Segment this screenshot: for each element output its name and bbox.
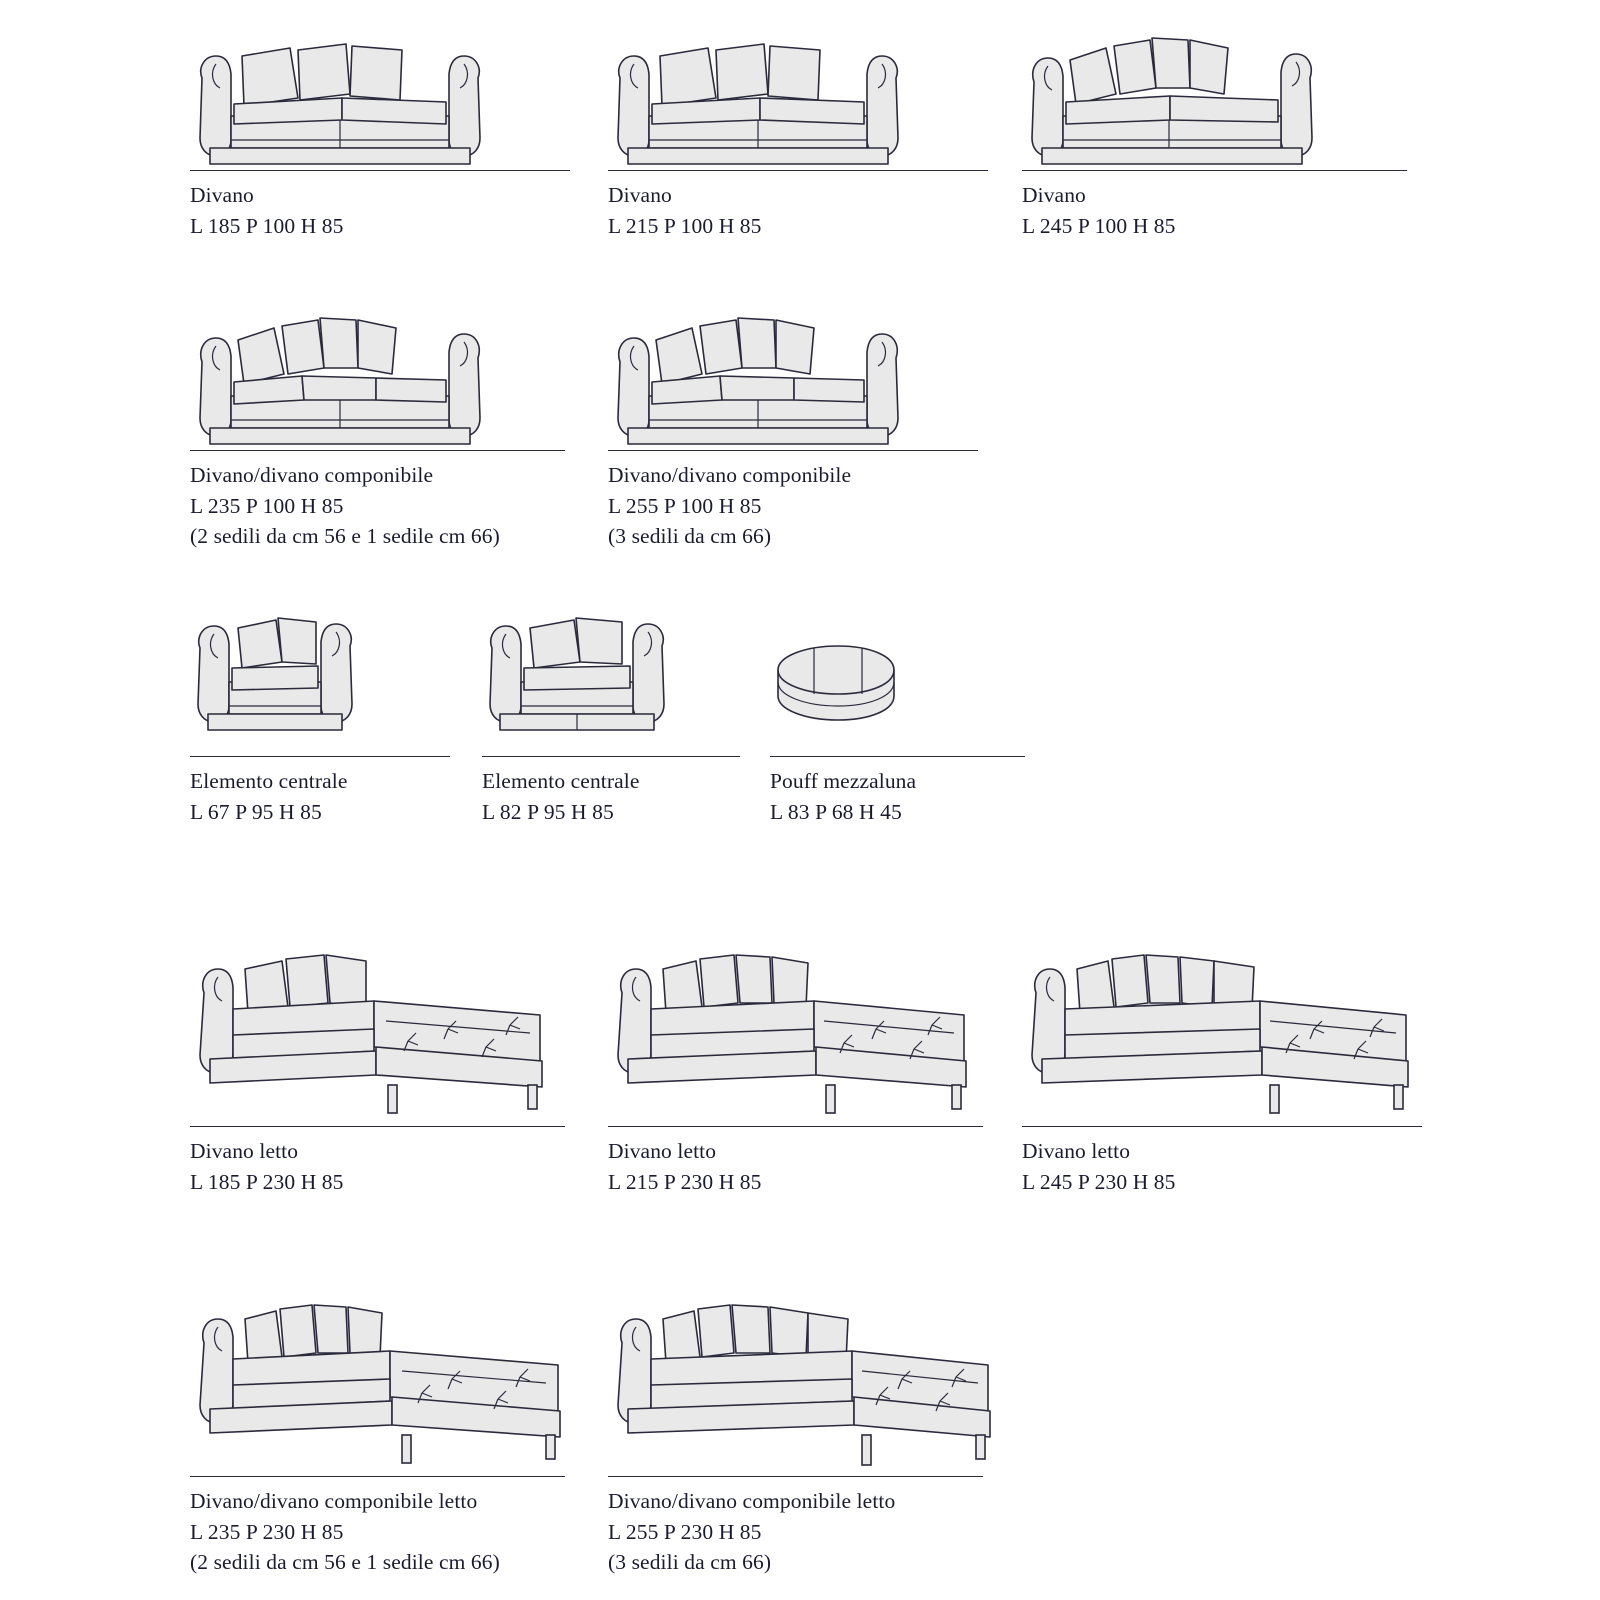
product-title: Elemento centrale [190, 769, 348, 793]
divider [608, 170, 988, 171]
product-dims: L 185 P 100 H 85 [190, 213, 344, 238]
divider [190, 1126, 565, 1127]
divider [190, 756, 450, 757]
sofa-3-seat-icon [608, 20, 908, 170]
sofa-bed-icon [608, 935, 983, 1120]
sofa-3-seat-wide-icon [1022, 20, 1322, 170]
product-dims: L 67 P 95 H 85 [190, 799, 322, 824]
caption [190, 766, 450, 827]
divider [608, 450, 978, 451]
product-title: Divano letto [190, 1139, 299, 1163]
caption [1022, 1136, 1422, 1197]
product-item [190, 1285, 575, 1578]
armchair-element-wide-icon [482, 608, 672, 738]
product-item [608, 1285, 993, 1578]
caption [482, 766, 742, 827]
product-title: Divano/divano componibile letto [190, 1489, 478, 1513]
product-dims: L 215 P 230 H 85 [608, 1169, 762, 1194]
caption [190, 1136, 575, 1197]
divider [770, 756, 1025, 757]
sofa-bed-wide-icon [1022, 935, 1422, 1120]
product-note: (3 sedili da cm 66) [608, 524, 772, 549]
product-title: Divano/divano componibile letto [608, 1489, 896, 1513]
product-item [608, 935, 993, 1197]
product-dims: L 185 P 230 H 85 [190, 1169, 344, 1194]
product-item [482, 608, 742, 827]
pouff-halfmoon-icon [770, 608, 930, 738]
sofa-3-seat-icon [190, 20, 490, 170]
product-note: (2 sedili da cm 56 e 1 sedile cm 66) [190, 1550, 500, 1575]
sofa-4-cushion-icon [190, 300, 490, 450]
caption [608, 180, 993, 241]
product-dims: L 215 P 100 H 85 [608, 213, 762, 238]
sofa-bed-4-cushion-icon [190, 1285, 580, 1470]
product-item [608, 20, 993, 241]
product-item [608, 300, 993, 552]
divider [190, 1476, 565, 1477]
divider [608, 1476, 983, 1477]
sofa-bed-icon [190, 935, 565, 1120]
product-title: Divano letto [608, 1139, 717, 1163]
product-title: Divano/divano componibile [190, 463, 434, 487]
divider [190, 170, 570, 171]
product-dims: L 245 P 100 H 85 [1022, 213, 1176, 238]
caption [608, 1486, 993, 1578]
product-note: (3 sedili da cm 66) [608, 1550, 772, 1575]
sofa-4-cushion-icon [608, 300, 908, 450]
product-item [1022, 935, 1422, 1197]
caption [190, 460, 575, 552]
product-title: Elemento centrale [482, 769, 640, 793]
product-title: Divano letto [1022, 1139, 1131, 1163]
divider [190, 450, 565, 451]
product-item [190, 300, 575, 552]
product-item [770, 608, 1030, 827]
caption [1022, 180, 1407, 241]
divider [482, 756, 740, 757]
product-item [190, 608, 450, 827]
caption [608, 1136, 993, 1197]
divider [1022, 1126, 1422, 1127]
product-item [190, 935, 575, 1197]
product-dims: L 255 P 230 H 85 [608, 1519, 762, 1544]
product-title: Pouff mezzaluna [770, 769, 917, 793]
caption [770, 766, 1030, 827]
product-title: Divano/divano componibile [608, 463, 852, 487]
product-title: Divano [608, 183, 672, 207]
caption [190, 1486, 575, 1578]
product-dims: L 235 P 230 H 85 [190, 1519, 344, 1544]
caption [190, 180, 575, 241]
product-item [1022, 20, 1407, 241]
armchair-element-icon [190, 608, 360, 738]
product-title: Divano [1022, 183, 1086, 207]
divider [608, 1126, 983, 1127]
product-title: Divano [190, 183, 254, 207]
product-dims: L 82 P 95 H 85 [482, 799, 614, 824]
product-dims: L 255 P 100 H 85 [608, 493, 762, 518]
product-dims: L 83 P 68 H 45 [770, 799, 902, 824]
sofa-bed-4-cushion-icon [608, 1285, 998, 1470]
caption [608, 460, 993, 552]
product-dims: L 235 P 100 H 85 [190, 493, 344, 518]
product-dims: L 245 P 230 H 85 [1022, 1169, 1176, 1194]
product-note: (2 sedili da cm 56 e 1 sedile cm 66) [190, 524, 500, 549]
product-item [190, 20, 575, 241]
divider [1022, 170, 1407, 171]
